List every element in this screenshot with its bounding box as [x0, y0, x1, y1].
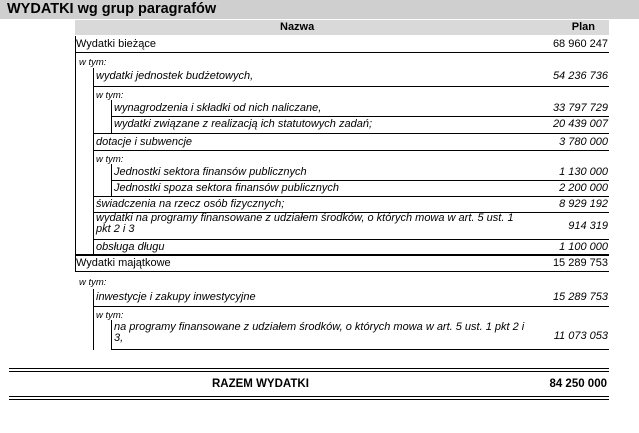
column-header-plan: Plan: [571, 21, 595, 33]
table-row-zadania-statutowe: [114, 118, 608, 131]
table-row-wydatki-majatkowe: [76, 257, 608, 270]
row-divider: [93, 133, 609, 134]
row-divider: [93, 239, 609, 240]
table-left-border: [75, 255, 76, 272]
row-label: obsługa długu: [96, 241, 165, 253]
row-value: 3 780 000: [559, 136, 608, 148]
total-value: 84 250 000: [549, 378, 607, 390]
total-bottom-rule: [9, 399, 609, 400]
row-label: wydatki jednostek budżetowych,: [96, 70, 254, 82]
row-value: 20 439 007: [552, 118, 608, 130]
row-label: Jednostki spoza sektora finansów publicznych: [114, 182, 340, 194]
table-row-programy-biezace: [96, 213, 608, 237]
row-divider: [93, 196, 609, 197]
table-row-dotacje: [96, 136, 608, 149]
row-label: wydatki na programy finansowane z udziałem środków, o których mowa w art. 5 ust. 1 pkt 2 i 3: [96, 212, 514, 235]
w-tym-label: w tym:: [79, 277, 107, 288]
w-tym-label: w tym:: [96, 310, 124, 321]
table-left-border: [75, 36, 76, 255]
row-label: Wydatki bieżące: [76, 38, 156, 50]
row-value: 1 100 000: [559, 241, 608, 253]
row-label: wydatki związane z realizacją ich statutowych zadań;: [114, 118, 373, 130]
row-value: 1 130 000: [559, 166, 608, 178]
section-divider: [75, 254, 609, 256]
w-tym-label: w tym:: [96, 90, 124, 101]
row-label: na programy finansowane z udziałem środków, o których mowa w art. 5 ust. 1 pkt 2 i 3,: [114, 321, 525, 344]
row-divider: [75, 271, 609, 272]
w-tym-label: w tym:: [96, 154, 124, 165]
row-value: 33 797 729: [552, 102, 608, 114]
table-row-jednostki-budzetowe: [96, 70, 608, 83]
row-label: dotacje i subwencje: [96, 136, 193, 148]
row-divider: [93, 150, 609, 151]
row-label: Wydatki majątkowe: [76, 257, 171, 269]
row-value: 8 929 192: [559, 198, 608, 210]
table-row-inwestycje: [96, 291, 608, 304]
row-label: Jednostki sektora finansów publicznych: [114, 166, 307, 178]
row-label: wynagrodzenia i składki od nich naliczane,: [114, 102, 322, 114]
row-value: 68 960 247: [552, 38, 608, 50]
row-value: 11 073 053: [553, 330, 608, 342]
indent-line: [111, 320, 112, 350]
page-title: WYDATKI wg grup paragrafów: [7, 1, 217, 17]
row-value: 15 289 753: [552, 257, 608, 269]
row-label: świadczenia na rzecz osób fizycznych;: [96, 198, 285, 210]
table-row-swiadczenia: [96, 198, 608, 211]
total-bottom-rule: [9, 396, 609, 397]
row-divider: [93, 86, 609, 87]
indent-line: [93, 289, 94, 350]
total-top-rule: [9, 368, 609, 369]
total-label: RAZEM WYDATKI: [212, 378, 309, 390]
row-label: inwestycje i zakupy inwestycyjne: [96, 291, 256, 303]
indent-line: [93, 68, 94, 255]
row-divider: [111, 349, 609, 350]
row-divider: [75, 52, 609, 53]
row-divider: [93, 306, 609, 307]
table-row-wydatki-biezace: [76, 38, 608, 51]
title-bar: [0, 0, 639, 19]
row-value: 54 236 736: [552, 70, 608, 82]
table-row-obsluga-dlugu: [96, 241, 608, 254]
indent-line: [111, 164, 112, 196]
row-value: 15 289 753: [552, 291, 608, 303]
table-row-spoza-sektora: [114, 182, 608, 195]
row-divider: [111, 116, 609, 117]
table-row-sektor-publiczny: [114, 166, 608, 179]
table-header: [75, 20, 609, 35]
total-top-rule: [9, 371, 609, 372]
table-row-programy-majatkowe: [114, 322, 608, 348]
row-divider: [111, 180, 609, 181]
w-tym-label: w tym:: [79, 57, 107, 68]
row-value: 2 200 000: [559, 182, 608, 194]
table-row-wynagrodzenia: [114, 102, 608, 115]
row-value: 914 319: [568, 220, 608, 232]
indent-line: [111, 100, 112, 133]
column-header-name: Nazwa: [280, 21, 315, 33]
